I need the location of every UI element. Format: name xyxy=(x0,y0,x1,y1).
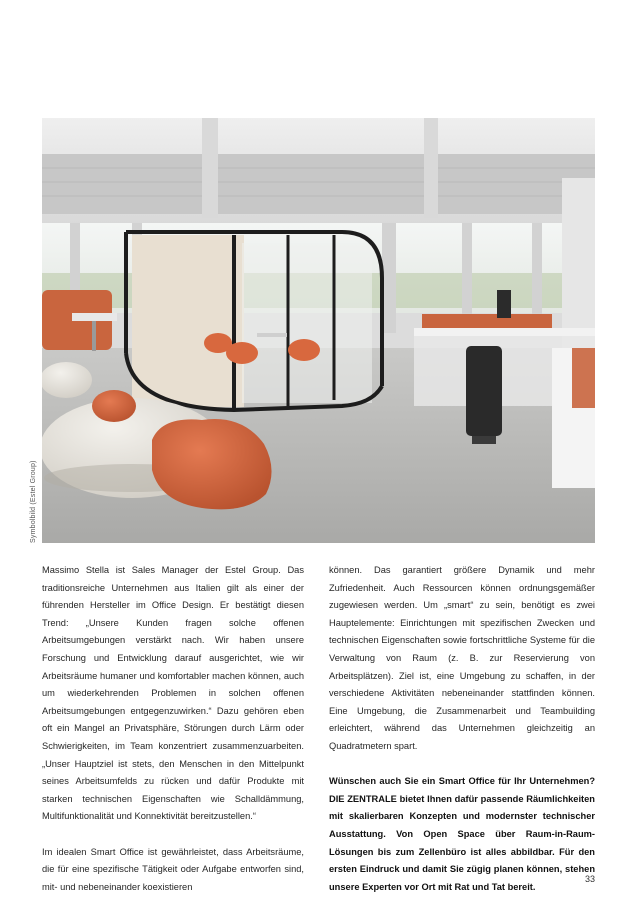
paragraph: Im idealen Smart Office ist gewährleistet, dass Arbeitsräume, die für eine spezifische Tätigkeit oder Aufgabe entworfen sind, mit- und nebeneinander koexistieren xyxy=(42,846,304,892)
office-illustration xyxy=(42,118,595,543)
article-column-left xyxy=(42,562,304,914)
callout-paragraph: Wünschen auch Sie ein Smart Office für Ihr Unternehmen? DIE ZENTRALE bietet Ihnen dafür passende Räumlichkeiten mit skalierbaren Konzepten und modernster technischer Ausstattung. Von Open Space über Raum-in-Raum-Lösungen bis zum Zellenbüro ist alles abbildbar. Für den ersten Eindruck und damit Sie zügig planen können, stehen unsere Experten vor Ort mit Rat und Tat bereit. xyxy=(329,776,595,892)
office-photo xyxy=(42,118,595,543)
paragraph: Massimo Stella ist Sales Manager der Estel Group. Das traditionsreiche Unternehmen aus Italien gilt als einer der führenden Hersteller im Office Design. Er bestätigt diesen Trend: „Unsere Kunden fragen solche offenen Arbeitsumgebungen verstärkt nach. Wir haben unsere Forschung und Entwicklung darauf ausgerichtet, wie wir Arbeitsräume humaner und komfortabler machen können, auch um wiederkehrenden Problemen in solchen offenen Arbeitsumgebungen entgegenzuwirken.“ Dazu gehören eben oft ein Mangel an Privatsphäre, Störungen durch Lärm oder Schwierigkeiten, im Team konzentriert zusammenzuarbeiten. „Unser Hauptziel ist stets, den Menschen in den Mittelpunkt seines Arbeitsumfelds zu rücken und dafür Produkte mit starken technischen Eigenschaften wie Schalldämmung, Multifunktionalität und Konnektivität bereitzustellen.“ xyxy=(42,565,304,822)
paragraph: können. Das garantiert größere Dynamik und mehr Zufriedenheit. Auch Ressourcen können ordnungsgemäßer zugewiesen werden. Um „smart“ zu sein, benötigt es zwei Hauptelemente: Einrichtungen mit spezifischen Zwecken und technischen Eigenschaften sowie fortschrittliche Systeme für die Verwaltung von Raum (z. B. zur Reservierung von Arbeitsplätzen). Ziel ist, eine Umgebung zu schaffen, in der verschiedene Aktivitäten nebeneinander stattfinden können. Eine Umgebung, die Zusammenarbeit und Teambuilding erleichtert, während das Unternehmen gleichzeitig an Quadratmetern spart. xyxy=(329,565,595,751)
photo-caption: Symbolbild (Estel Group) xyxy=(30,460,37,543)
page-number: 33 xyxy=(584,874,595,884)
article-column-right xyxy=(329,562,595,914)
meeting-pod xyxy=(126,232,382,410)
